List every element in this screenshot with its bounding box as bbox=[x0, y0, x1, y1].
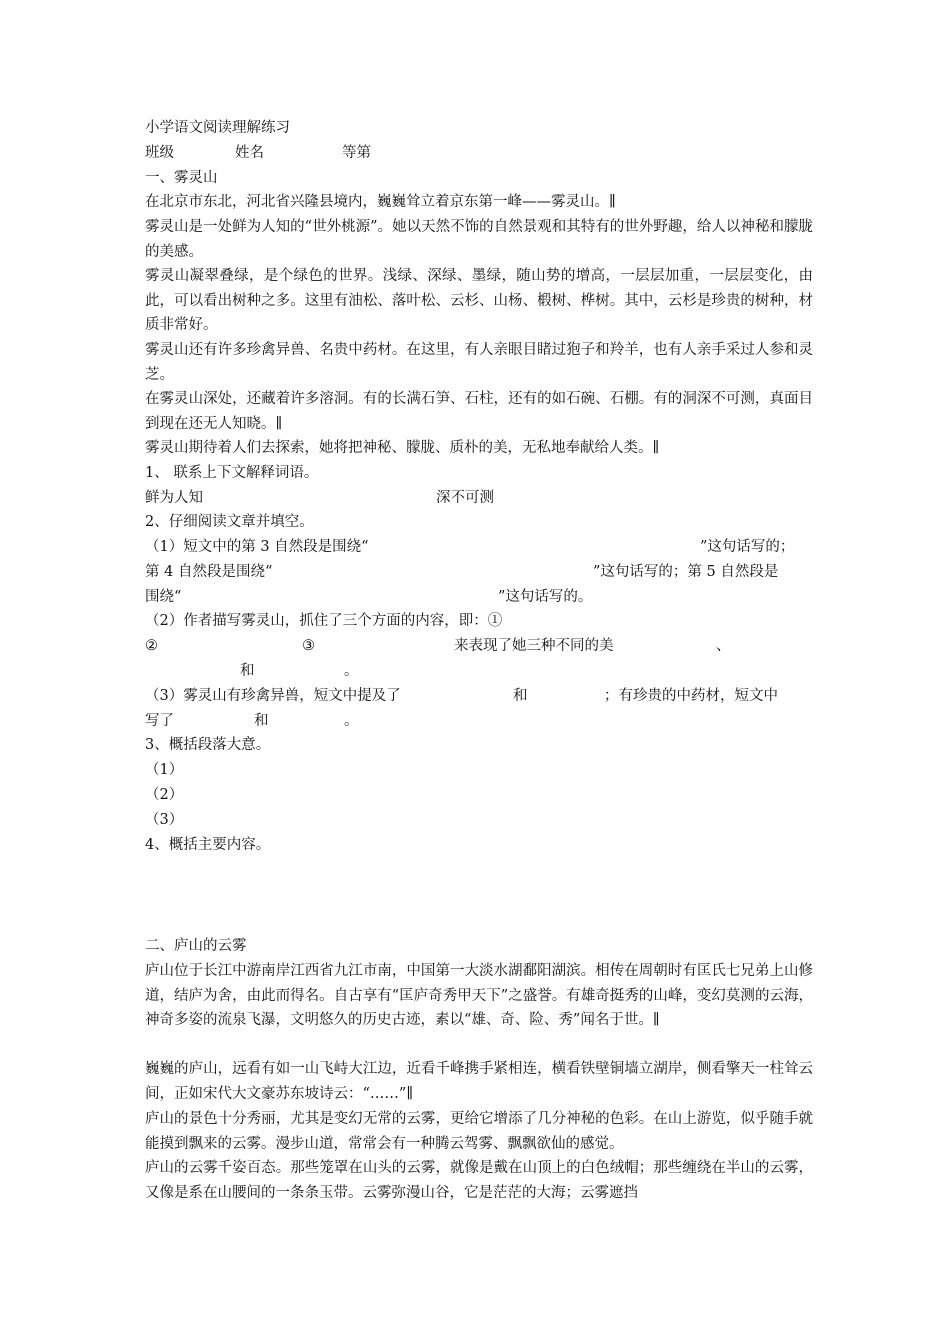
name-label: 姓名 bbox=[235, 145, 264, 161]
question-3-item-2: （2） bbox=[145, 787, 184, 803]
section1-paragraph-4: 雾灵山还有许多珍禽异兽、名贵中药材。在这里，有人亲眼目睹过狍子和羚羊，也有人亲手采过人参和灵芝。 bbox=[145, 342, 813, 383]
q2-s3-part-c: ；有珍贵的中药材，短文中 bbox=[604, 688, 778, 704]
q2-s3-part-f: 。 bbox=[344, 713, 359, 729]
section1-paragraph-3: 雾灵山凝翠叠绿，是个绿色的世界。浅绿、深绿、墨绿，随山势的增高，一层层加重，一层层变化，由此，可以看出树种之多。这里有油松、落叶松、云杉、山杨、椴树、桦树。其中，云杉是珍贵的树种，材质非常好。 bbox=[145, 268, 813, 334]
question-1-term-1: 鲜为人知 bbox=[145, 490, 203, 506]
q2-s3-part-d: 写了 bbox=[145, 713, 174, 729]
section1-paragraph-5: 在雾灵山深处，还藏着许多溶洞。有的长满石笋、石柱，还有的如石碗、石棚。有的洞深不可测，真面目到现在还无人知晓。∥ bbox=[145, 391, 813, 432]
q2-s3-part-b: 和 bbox=[513, 688, 528, 704]
q2-s2-part-c: ③ bbox=[302, 638, 315, 654]
section2-paragraph-1: 庐山位于长江中游南岸江西省九江市南，中国第一大淡水湖鄱阳湖滨。相传在周朝时有匡氏七兄弟上山修道，结庐为舍，由此而得名。自古享有“匡庐奇秀甲天下”之盛誉。有雄奇挺秀的山峰，变幻莫测的云海，神奇多姿的流泉飞瀑，文明悠久的历史古迹，素以“雄、奇、险、秀”闻名于世。∥ bbox=[145, 963, 813, 1029]
q2-s2-part-a: （2）作者描写雾灵山，抓住了三个方面的内容，即：① bbox=[145, 613, 503, 629]
q2-s1-part-a: （1）短文中的第 3 自然段是围绕“ bbox=[145, 539, 369, 555]
grade-label: 等第 bbox=[342, 145, 371, 161]
q2-s1-part-f: ”这句话写的。 bbox=[498, 589, 593, 605]
class-label: 班级 bbox=[145, 145, 174, 161]
section2-paragraph-2: 巍巍的庐山，远看有如一山飞峙大江边，近看千峰携手紧相连，横看铁壁铜墙立湖岸，侧看擎天一柱耸云间，正如宋代大文豪苏东坡诗云：“……”∥ bbox=[145, 1061, 813, 1102]
section1-paragraph-6: 雾灵山期待着人们去探索，她将把神秘、朦胧、质朴的美，无私地奉献给人类。∥ bbox=[145, 440, 660, 456]
question-3-item-3: （3） bbox=[145, 812, 184, 828]
student-info-line bbox=[145, 141, 813, 166]
q2-s3-part-a: （3）雾灵山有珍禽异兽，短文中提及了 bbox=[145, 688, 401, 704]
q2-s2-part-e: 、 bbox=[716, 638, 731, 654]
section1-heading: 一、雾灵山 bbox=[145, 170, 218, 186]
section1-paragraph-1: 在北京市东北，河北省兴隆县境内，巍巍耸立着京东第一峰——雾灵山。∥ bbox=[145, 194, 616, 210]
q2-s2-part-b: ② bbox=[145, 638, 158, 654]
question-1-prompt: 1、 联系上下文解释词语。 bbox=[145, 465, 319, 481]
q2-s2-part-d: 来表现了她三种不同的美 bbox=[454, 638, 614, 654]
section2-paragraph-3: 庐山的景色十分秀丽，尤其是变幻无常的云雾，更给它增添了几分神秘的色彩。在山上游览，似乎随手就能摸到飘来的云雾。漫步山道，常常会有一种腾云驾雾、飘飘欲仙的感觉。 bbox=[145, 1111, 813, 1152]
question-1-term-2: 深不可测 bbox=[436, 490, 494, 506]
q2-s3-part-e: 和 bbox=[254, 713, 269, 729]
q2-s2-part-g: 。 bbox=[344, 663, 359, 679]
section2-paragraph-4: 庐山的云雾千姿百态。那些笼罩在山头的云雾，就像是戴在山顶上的白色绒帽；那些缠绕在半山的云雾，又像是系在山腰间的一条条玉带。云雾弥漫山谷，它是茫茫的大海；云雾遮挡 bbox=[145, 1160, 813, 1201]
q2-s1-part-c: 第 4 自然段是围绕“ bbox=[145, 564, 273, 580]
q2-s1-part-d: ”这句话写的；第 5 自然段是 bbox=[593, 564, 779, 580]
question-3-prompt: 3、概括段落大意。 bbox=[145, 737, 271, 753]
section1-paragraph-2: 雾灵山是一处鲜为人知的“世外桃源”。她以天然不饰的自然景观和其特有的世外野趣，给人以神秘和朦胧的美感。 bbox=[145, 219, 813, 260]
question-3-item-1: （1） bbox=[145, 762, 184, 778]
q2-s1-part-b: ”这句话写的； bbox=[700, 539, 795, 555]
question-4-prompt: 4、概括主要内容。 bbox=[145, 837, 271, 853]
q2-s2-part-f: 和 bbox=[240, 663, 255, 679]
q2-s1-part-e: 围绕“ bbox=[145, 589, 182, 605]
question-2-prompt: 2、仔细阅读文章并填空。 bbox=[145, 514, 314, 530]
document-title: 小学语文阅读理解练习 bbox=[145, 120, 290, 136]
section2-heading: 二、庐山的云雾 bbox=[145, 938, 247, 954]
